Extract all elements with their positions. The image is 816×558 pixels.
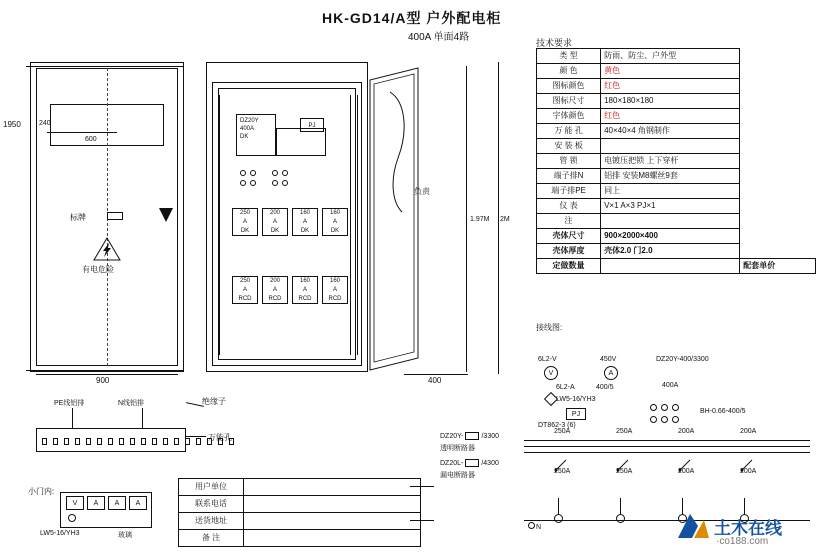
- dim-240: 240: [39, 120, 51, 127]
- busbar-terminal: [53, 438, 58, 445]
- busbar-terminal: [185, 438, 190, 445]
- selector-switch-label: LW5-16/YH3: [40, 530, 80, 537]
- customer-row: [179, 496, 421, 513]
- breaker-row-bottom: [232, 276, 348, 304]
- spec-row: [537, 184, 816, 199]
- breaker-rating: 200: [269, 278, 280, 284]
- voltmeter-icon: V: [544, 366, 558, 380]
- watermark-logo-icon: [676, 512, 710, 542]
- busbar-terminal: [163, 438, 168, 445]
- customer-row: [179, 479, 421, 496]
- busbar-terminal: [130, 438, 135, 445]
- dim-line-right-1: [466, 66, 467, 372]
- spec-row: [537, 259, 816, 274]
- universal-hole-label: 万能孔: [208, 433, 232, 442]
- spec-row: [537, 244, 816, 259]
- hole-leader: [186, 436, 206, 437]
- breaker-row-top: [232, 208, 348, 236]
- busbar-terminal: [196, 438, 201, 445]
- selector-switch-schem-label: LW5-16/YH3: [556, 396, 596, 403]
- n-leader: [142, 408, 143, 428]
- busbar-terminals: [42, 438, 234, 445]
- spec-key: 端子排N: [537, 169, 601, 184]
- dim-197m: 1.97M: [470, 216, 490, 223]
- ct-meter-label: DT862-3 (6): [538, 422, 576, 429]
- customer-key: 备 注: [179, 530, 244, 547]
- dim-line-top: [26, 66, 184, 67]
- energy-meter-schem: PJ: [566, 408, 586, 420]
- feeder-top-rating: 200A: [740, 428, 757, 435]
- spec-table-header: 技术要求: [536, 38, 573, 48]
- busbar-terminal: [75, 438, 80, 445]
- spec-row: [537, 79, 816, 94]
- meter-mount: [276, 128, 326, 156]
- page-title: HK-GD14/A型 户外配电柜: [322, 10, 502, 26]
- feeder-bottom-rating: 200A: [740, 468, 757, 475]
- spec-unit-price: 配套单价: [740, 259, 816, 274]
- breaker-unit: [262, 276, 288, 304]
- door-meter-face: A: [129, 496, 147, 510]
- spec-value: [601, 214, 740, 229]
- breaker-rating: 160: [299, 278, 310, 284]
- neutral-label: N: [536, 524, 542, 531]
- spec-row: [537, 49, 816, 64]
- left-terminal-rail: [212, 95, 220, 355]
- spec-row: [537, 109, 816, 124]
- customer-key: 用户单位: [179, 479, 244, 496]
- spec-key: 注: [537, 214, 601, 229]
- selector-switch-icon: [68, 514, 76, 522]
- spec-key: 类 型: [537, 49, 601, 64]
- busbar-terminal: [108, 438, 113, 445]
- feeder-top-rating: 250A: [554, 428, 571, 435]
- ct-label: BH-0.66-400/5: [700, 408, 746, 415]
- spec-key: 管 锁: [537, 154, 601, 169]
- dim-600: 600: [85, 136, 97, 143]
- bus-line-1: [524, 440, 810, 441]
- spec-value: V×1 A×3 PJ×1: [601, 199, 740, 214]
- spec-table: [536, 48, 816, 274]
- feeder-bottom-rating: 250A: [554, 468, 571, 475]
- pe-bar-label: PE线铝排: [54, 400, 85, 407]
- feeder-drop-line: [744, 498, 745, 514]
- spec-key: 壳体厚度: [537, 244, 601, 259]
- breaker-phase: A: [272, 287, 277, 293]
- customer-value[interactable]: [244, 479, 421, 496]
- dim-line-right-2: [498, 62, 499, 374]
- breaker-rating: 160: [329, 278, 340, 284]
- feeder-bottom-rating: 250A: [616, 468, 633, 475]
- amp-value-label: 400/5: [596, 384, 614, 391]
- spec-row: [537, 64, 816, 79]
- small-door-label: 小门内:: [28, 487, 55, 496]
- feeder-top-rating: 250A: [616, 428, 633, 435]
- nameplate-shape: [107, 212, 123, 220]
- spec-row: [537, 94, 816, 109]
- feeder-drop-line: [620, 498, 621, 514]
- spec-value: [601, 259, 740, 274]
- dim-900: 900: [96, 376, 110, 385]
- spec-value: 40×40×4 角钢制作: [601, 124, 740, 139]
- spec-row: [537, 169, 816, 184]
- main-breaker-sub: DK: [240, 134, 249, 140]
- breaker-type: DK: [240, 228, 250, 234]
- dim-line-400: [404, 374, 468, 375]
- legend-box-1: [465, 432, 479, 440]
- breaker-phase: A: [272, 219, 277, 225]
- spec-row: [537, 214, 816, 229]
- spec-key: 仪 表: [537, 199, 601, 214]
- busbar-terminal: [152, 438, 157, 445]
- spec-value: 同上: [601, 184, 740, 199]
- spec-key: 壳体尺寸: [537, 229, 601, 244]
- spec-row: [537, 154, 816, 169]
- spec-value: 黄色: [601, 64, 740, 79]
- cust-leader-1: [410, 486, 434, 487]
- legend-code-1: DZ20Y-: [440, 432, 464, 440]
- watermark-text: 土木在线: [714, 519, 782, 538]
- busbar-terminal: [97, 438, 102, 445]
- breaker-phase: A: [302, 287, 307, 293]
- amp-meter-label: 6L2-A: [556, 384, 575, 391]
- breaker-unit: [322, 208, 348, 236]
- page-subtitle: 400A 单面4路: [408, 32, 470, 43]
- customer-row: [179, 513, 421, 530]
- spec-value: [601, 139, 740, 154]
- dim-line-900: [36, 374, 178, 375]
- breaker-phase: A: [302, 219, 307, 225]
- spec-value: 红色: [601, 79, 740, 94]
- spec-key: 图标尺寸: [537, 94, 601, 109]
- spec-value: 900×2000×400: [601, 229, 740, 244]
- door-meter-face: V: [66, 496, 84, 510]
- spec-key: 颜 色: [537, 64, 601, 79]
- load-label: 负责: [414, 187, 430, 196]
- legend-suffix-2: /4300: [481, 459, 499, 467]
- nameplate-label: 标牌: [70, 213, 86, 222]
- pe-leader: [72, 408, 73, 428]
- spec-value: 铝排 安装M8螺丝9套: [601, 169, 740, 184]
- insulator-label: 绝缘子: [202, 397, 226, 406]
- legend-desc-1: 透明断路器: [440, 445, 475, 452]
- dim-2m: 2M: [500, 216, 510, 223]
- breaker-rating: 200: [269, 210, 280, 216]
- customer-table: [178, 478, 421, 547]
- breaker-phase: A: [242, 219, 247, 225]
- breaker-phase: A: [242, 287, 247, 293]
- ammeter-icon: A: [604, 366, 618, 380]
- spec-value: 防雨、防尘、户外型: [601, 49, 740, 64]
- feeder-top-rating: 200A: [678, 428, 695, 435]
- meter-face-group: [66, 496, 147, 510]
- spec-row: [537, 139, 816, 154]
- spec-key: 万 能 孔: [537, 124, 601, 139]
- legend-suffix-1: /3300: [481, 432, 500, 440]
- spec-key: 字体颜色: [537, 109, 601, 124]
- customer-value[interactable]: [244, 530, 421, 547]
- breaker-type: RCD: [328, 296, 342, 302]
- main-breaker-model: DZ20Y: [240, 118, 259, 124]
- switch-icon: [544, 392, 558, 406]
- spec-value: 壳体2.0 门2.0: [601, 244, 740, 259]
- busbar-terminal: [174, 438, 179, 445]
- main-breaker: [236, 114, 276, 156]
- n-bar-label: N线铝排: [118, 400, 145, 407]
- breaker-type: DK: [270, 228, 280, 234]
- customer-value[interactable]: [244, 496, 421, 513]
- feeder-bottom-rating: 200A: [678, 468, 695, 475]
- bus-line-3: [524, 452, 810, 453]
- dim-400: 400: [428, 376, 442, 385]
- danger-label: 有电危险: [82, 265, 114, 274]
- lock-cone-icon: [159, 208, 173, 222]
- breaker-type: DK: [330, 228, 340, 234]
- legend-code-2: DZ20L-: [440, 459, 464, 467]
- breaker-type: RCD: [268, 296, 282, 302]
- breaker-unit: [232, 208, 258, 236]
- customer-key: 送货地址: [179, 513, 244, 530]
- dim-line-bottom: [26, 370, 184, 371]
- busbar-terminal: [42, 438, 47, 445]
- breaker-unit: [322, 276, 348, 304]
- spec-value: 红色: [601, 109, 740, 124]
- legend-desc-2: 漏电断路器: [440, 472, 475, 479]
- feeder-outgoing-terminal: [554, 514, 563, 523]
- breaker-rating: 160: [329, 210, 340, 216]
- busbar-terminal: [119, 438, 124, 445]
- spec-key: 图标颜色: [537, 79, 601, 94]
- breaker-unit: [232, 276, 258, 304]
- customer-value[interactable]: [244, 513, 421, 530]
- volt-value-label: 450V: [600, 356, 617, 363]
- feeder-drop-line: [558, 498, 559, 514]
- breaker-unit: [292, 276, 318, 304]
- spec-key: 端子排PE: [537, 184, 601, 199]
- spec-key: 定做数量: [537, 259, 601, 274]
- wiring-diagram-label: 接线图:: [536, 323, 563, 332]
- cust-leader-2: [410, 520, 434, 521]
- breaker-unit: [262, 208, 288, 236]
- feeder-outgoing-terminal: [616, 514, 625, 523]
- spec-row: [537, 229, 816, 244]
- watermark-url: ·co188.com: [716, 536, 769, 547]
- busbar-terminal: [141, 438, 146, 445]
- breaker-rating: 160: [299, 210, 310, 216]
- busbar-terminal: [64, 438, 69, 445]
- spec-value: 电镀压把锁 上下穿杆: [601, 154, 740, 169]
- breaker-phase: A: [332, 219, 337, 225]
- neutral-terminal-icon: [528, 522, 535, 529]
- danger-icon: [92, 236, 122, 262]
- breaker-type: DK: [300, 228, 310, 234]
- breaker-type: RCD: [298, 296, 312, 302]
- volt-meter-label: 6L2-V: [538, 356, 557, 363]
- main-breaker-rating: 400A: [240, 126, 255, 132]
- breaker-type: RCD: [238, 296, 252, 302]
- spec-key: 安 装 板: [537, 139, 601, 154]
- main-breaker-schem-label: DZ20Y-400/3300: [656, 356, 709, 363]
- customer-row: [179, 530, 421, 547]
- breaker-unit: [292, 208, 318, 236]
- main-rating-schem: 400A: [662, 382, 679, 389]
- breaker-rating: 250: [239, 210, 250, 216]
- right-terminal-rail: [350, 95, 358, 355]
- legend-box-2: [465, 459, 479, 467]
- customer-key: 联系电话: [179, 496, 244, 513]
- dim-line-600: [47, 132, 117, 133]
- spec-row: [537, 124, 816, 139]
- door-meter-face: A: [108, 496, 126, 510]
- spec-value: 180×180×180: [601, 94, 740, 109]
- legend-block: [440, 432, 499, 480]
- breaker-phase: A: [332, 287, 337, 293]
- door-meter-face: A: [87, 496, 105, 510]
- glass-label: 玻璃: [118, 532, 132, 539]
- dim-height-1950: 1950: [3, 120, 21, 129]
- busbar-terminal: [86, 438, 91, 445]
- bus-line-2: [524, 446, 810, 447]
- breaker-rating: 250: [239, 278, 250, 284]
- open-door-leaf: [368, 62, 428, 372]
- spec-row: [537, 199, 816, 214]
- energy-meter-label: PJ: [308, 123, 316, 129]
